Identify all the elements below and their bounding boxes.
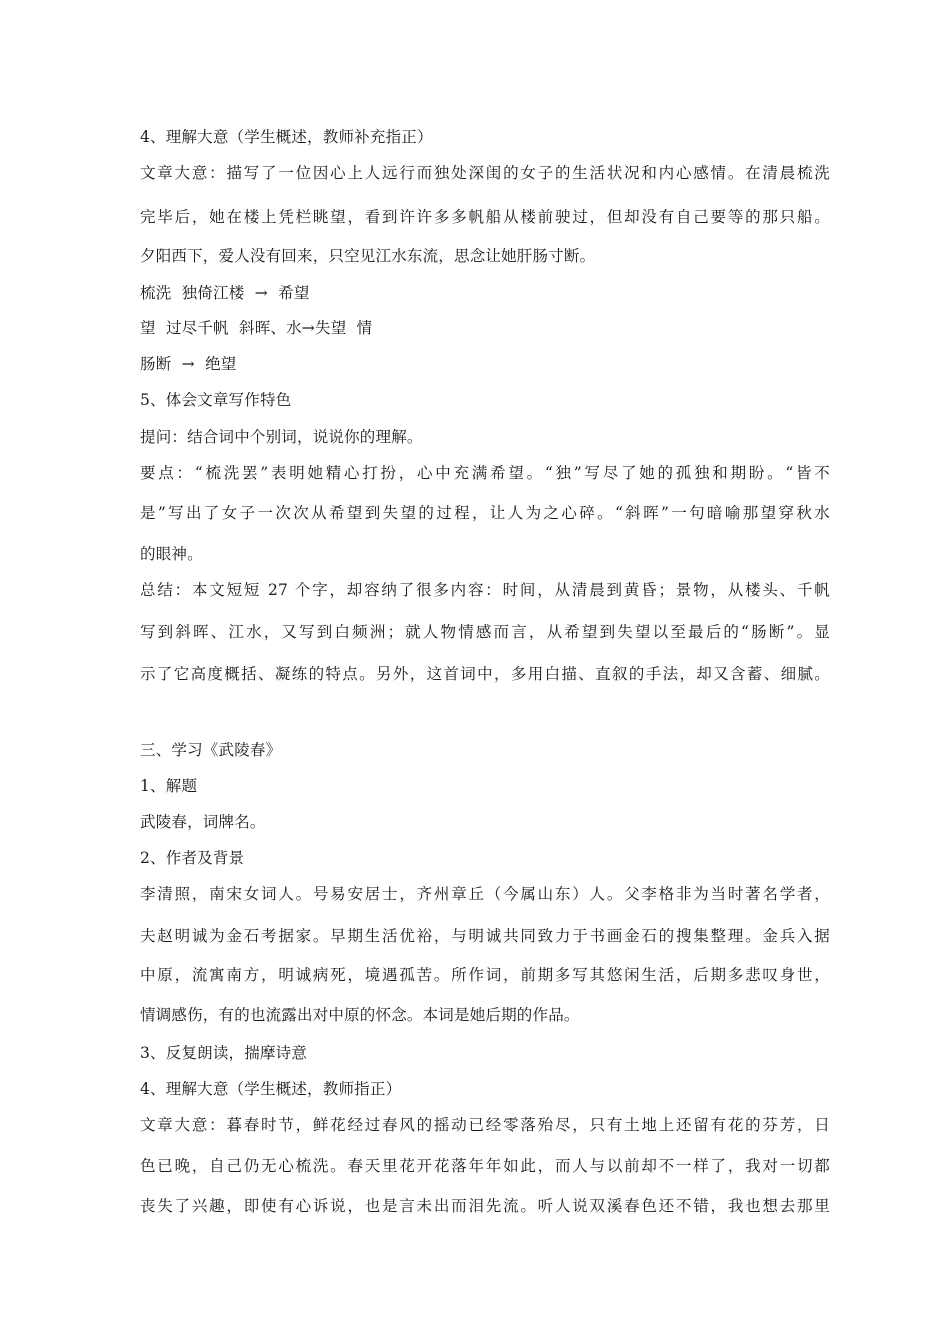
paragraph-line: 写到斜晖、江水，又写到白频洲；就人物情感而言，从希望到失望以至最后的“肠断”。显: [140, 623, 830, 641]
section-heading: 5、体会文章写作特色: [140, 391, 292, 409]
paragraph-line: 是”写出了女子一次次从希望到失望的过程，让人为之心碎。“斜晖”一句暗喻那望穿秋水: [140, 504, 830, 522]
paragraph-line: 文章大意：描写了一位因心上人远行而独处深闺的女子的生活状况和内心感情。在清晨梳洗: [140, 164, 830, 182]
flow-line: 梳洗 独倚江楼 → 希望: [140, 284, 310, 302]
section-heading: 三、学习《武陵春》: [140, 741, 282, 759]
paragraph-line: 要点：“梳洗罢”表明她精心打扮，心中充满希望。“独”写尽了她的孤独和期盼。“皆不: [140, 464, 830, 482]
flow-line: 望 过尽千帆 斜晖、水→失望 情: [140, 319, 373, 337]
paragraph-line: 丧失了兴趣，即使有心诉说，也是言未出而泪先流。听人说双溪春色还不错，我也想去那里: [140, 1197, 830, 1215]
paragraph-line: 中原，流寓南方，明诚病死，境遇孤苦。所作词，前期多写其悠闲生活，后期多悲叹身世，: [140, 966, 830, 984]
flow-line: 肠断 → 绝望: [140, 355, 237, 373]
subsection-heading: 3、反复朗读，揣摩诗意: [140, 1044, 308, 1062]
paragraph-line: 文章大意：暮春时节，鲜花经过春风的摇动已经零落殆尽，只有土地上还留有花的芬芳，日: [140, 1116, 830, 1134]
paragraph-line: 的眼神。: [140, 545, 203, 563]
paragraph-line: 示了它高度概括、凝练的特点。另外，这首词中，多用白描、直叙的手法，却又含蓄、细腻。: [140, 665, 830, 683]
subsection-heading: 1、解题: [140, 777, 198, 795]
section-heading: 4、理解大意（学生概述，教师补充指正）: [140, 128, 433, 146]
paragraph-line: 情调感伤，有的也流露出对中原的怀念。本词是她后期的作品。: [140, 1006, 580, 1024]
paragraph-line: 完毕后，她在楼上凭栏眺望，看到许许多多帆船从楼前驶过，但却没有自己要等的那只船。: [140, 208, 830, 226]
subsection-heading: 2、作者及背景: [140, 849, 245, 867]
paragraph-line: 总结：本文短短 27 个字，却容纳了很多内容：时间，从清晨到黄昏；景物，从楼头、千帆: [140, 581, 830, 599]
question-line: 提问：结合词中个别词，说说你的理解。: [140, 428, 423, 446]
paragraph-line: 色已晚，自己仍无心梳洗。春天里花开花落年年如此，而人与以前却不一样了，我对一切都: [140, 1157, 830, 1175]
subsection-heading: 4、理解大意（学生概述，教师指正）: [140, 1080, 402, 1098]
paragraph-line: 武陵春，词牌名。: [140, 813, 266, 831]
paragraph-line: 李清照，南宋女词人。号易安居士，齐州章丘（今属山东）人。父李格非为当时著名学者，: [140, 885, 830, 903]
paragraph-line: 夫赵明诚为金石考据家。早期生活优裕，与明诚共同致力于书画金石的搜集整理。金兵入据: [140, 927, 830, 945]
paragraph-line: 夕阳西下，爱人没有回来，只空见江水东流，思念让她肝肠寸断。: [140, 247, 596, 265]
